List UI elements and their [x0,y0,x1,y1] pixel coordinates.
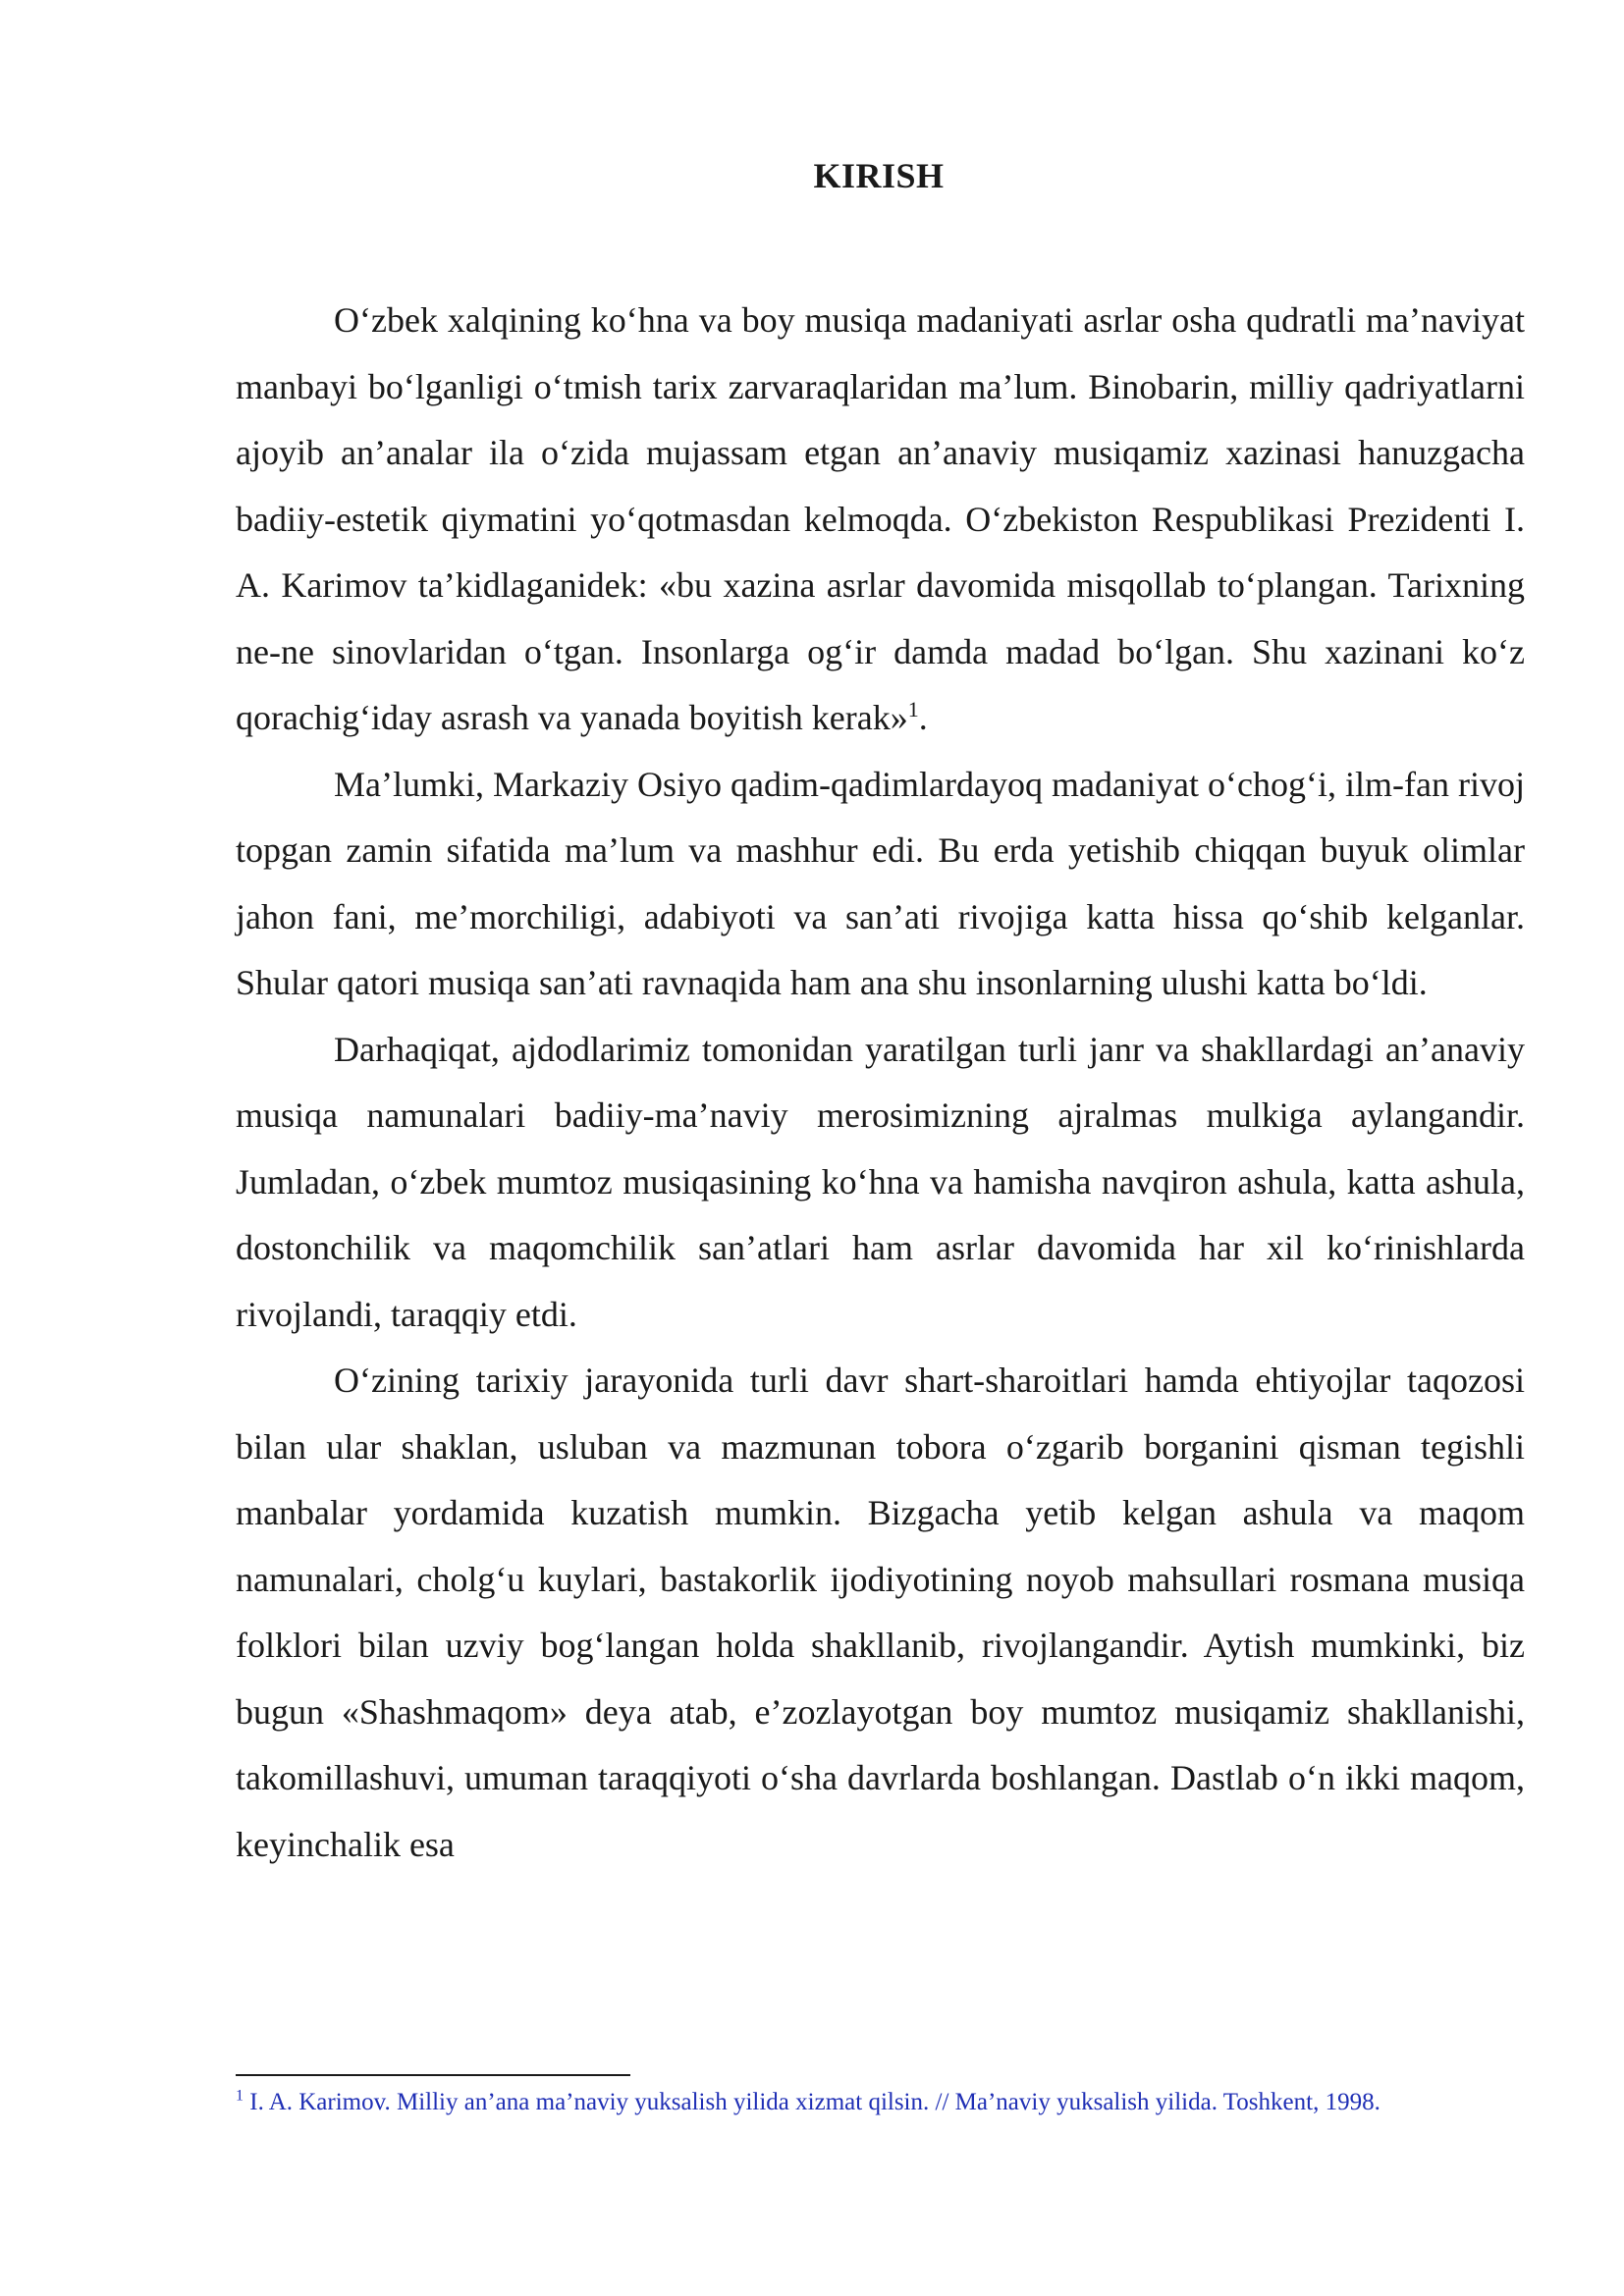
paragraph-1 [236,288,1525,752]
footnote-number: 1 [236,2087,244,2105]
paragraph-1-tail: . [918,698,928,737]
footnote-divider [236,2074,630,2076]
paragraph-2: Ma’lumki, Markaziy Osiyo qadim-qadimlardayoq madaniyat o‘chog‘i, ilm-fan rivoj topgan zamin sifatida ma’lum va mashhur edi. Bu erda yetishib chiqqan buyuk olimlar jahon fani, me’morchiligi, adabiyoti va san’ati rivojiga katta hissa qo‘shib kelganlar. Shular qatori musiqa san’ati ravnaqida ham ana shu insonlarning ulushi katta bo‘ldi. [236,764,1525,1002]
footnote-reference[interactable]: 1 [907,697,919,721]
paragraph-3: Darhaqiqat, ajdodlarimiz tomonidan yaratilgan turli janr va shakllardagi an’anaviy musiqa namunalari badiiy-ma’naviy merosimizning ajralmas mulkiga aylangandir. Jumladan, o‘zbek mumtoz musiqasining ko‘hna va hamisha navqiron ashula, katta ashula, dostonchilik va maqomchilik san’atlari ham asrlar davomida har xil ko‘rinishlarda rivojlandi, taraqqiy etdi. [236,1029,1525,1334]
paragraph-1-text: O‘zbek xalqining ko‘hna va boy musiqa madaniyati asrlar osha qudratli ma’naviyat manbayi bo‘lganligi o‘tmish tarix zarvaraqlaridan ma’lum. Binobarin, milliy qadriyatlarni ajoyib an’analar ila o‘zida mujassam etgan an’anaviy musiqamiz xazinasi hanuzgacha badiiy-estetik qiymatini yo‘qotmasdan kelmoqda. O‘zbekiston Respublikasi Prezidenti I. A. Karimov ta’kidlaganidek: «bu xazina asrlar davomida misqollab to‘plangan. Tarixning ne-ne sinovlaridan o‘tgan. Insonlarga og‘ir damda madad bo‘lgan. Shu xazinani ko‘z qorachig‘iday asrash va yanada boyitish kerak» [236,300,1525,737]
footnote [236,2087,1525,2118]
page-title: KIRISH [813,156,945,195]
paragraph-4: O‘zining tarixiy jarayonida turli davr shart-sharoitlari hamda ehtiyojlar taqozosi bilan ular shaklan, usluban va mazmunan tobora o‘zgarib borganini qisman tegishli manbalar yordamida kuzatish mumkin. Bizgacha yetib kelgan ashula va maqom namunalari, cholg‘u kuylari, bastakorlik ijodiyotining noyob mahsullari rosmana musiqa folklori bilan uzviy bog‘langan holda shakllanib, rivojlangandir. Aytish mumkinki, biz bugun «Shashmaqom» deya atab, e’zozlayotgan boy mumtoz musiqamiz shakllanishi, takomillashuvi, umuman taraqqiyoti o‘sha davrlarda boshlangan. Dastlab o‘n ikki maqom, keyinchalik esa [236,1361,1525,1864]
footnote-text: I. A. Karimov. Milliy an’ana ma’naviy yuksalish yilida xizmat qilsin. // Ma’naviy yuksalish yilida. Toshkent, 1998. [249,2089,1380,2115]
body-text [236,288,1525,1878]
